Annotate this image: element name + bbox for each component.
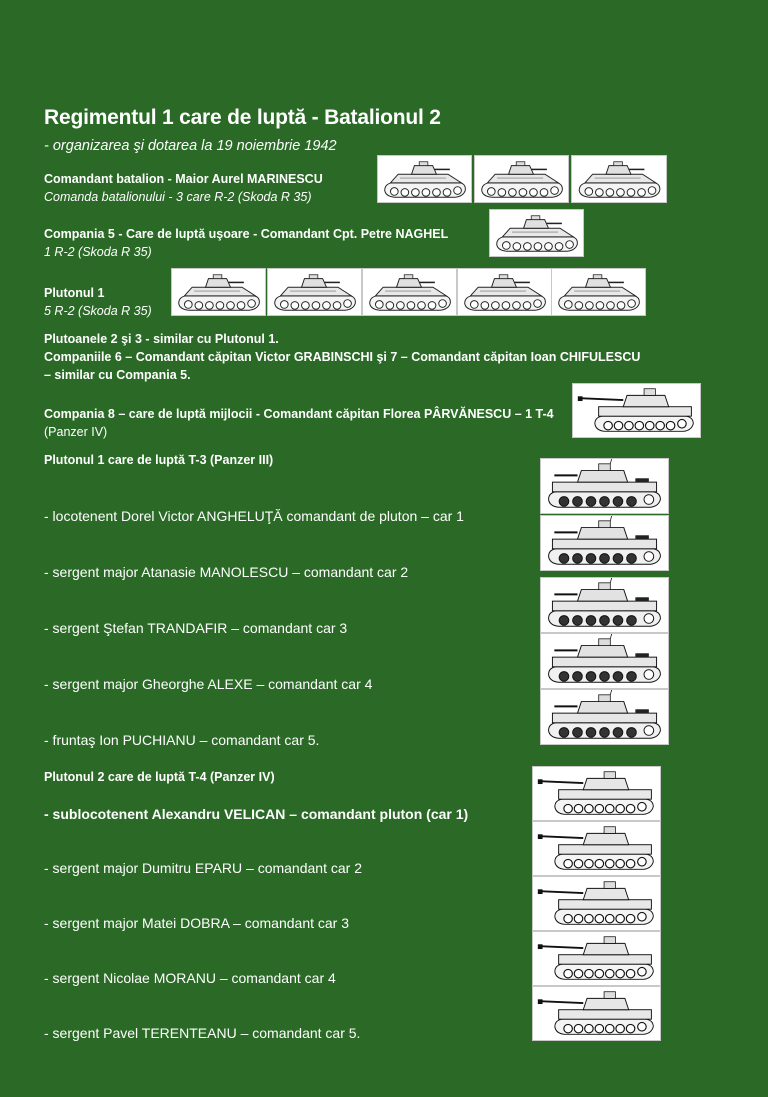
tank-t3-image	[540, 515, 669, 571]
tank-r2-image	[474, 155, 569, 203]
tank-t3-image	[540, 458, 669, 514]
tank-t3-image	[540, 633, 669, 689]
tank-t4-image	[532, 931, 661, 986]
tank-r2-image	[489, 209, 584, 257]
company8-heading: Compania 8 – care de luptă mijlocii - Comandant căpitan Florea PÂRVĂNESCU – 1 T-4	[44, 407, 554, 421]
tank-t4-image	[532, 766, 661, 821]
battalion-commander-heading: Comandant batalion - Maior Aurel MARINESCU	[44, 172, 323, 186]
crew-member: - sergent major Gheorghe ALEXE – comandant car 4	[44, 676, 373, 692]
crew-member: - sergent Ştefan TRANDAFIR – comandant car 3	[44, 620, 348, 636]
crew-member: - sergent Pavel TERENTEANU – comandant car 5.	[44, 1025, 361, 1041]
tank-t4-image	[532, 821, 661, 876]
tank-t4-image	[532, 876, 661, 931]
crew-member: - sergent Nicolae MORANU – comandant car 4	[44, 970, 336, 986]
platoon1-light-detail: 5 R-2 (Skoda R 35)	[44, 304, 152, 318]
battalion-command-detail: Comanda batalionului - 3 care R-2 (Skoda R 35)	[44, 190, 312, 204]
tank-t4-image	[572, 383, 701, 438]
company8-detail: (Panzer IV)	[44, 425, 108, 439]
platoon2-t4-heading: Plutonul 2 care de luptă T-4 (Panzer IV)	[44, 770, 275, 784]
note-platoons-similar: Plutoanele 2 şi 3 - similar cu Plutonul 1.	[44, 332, 279, 346]
tank-r2-image	[171, 268, 266, 316]
tank-r2-image	[377, 155, 472, 203]
crew-member: - sublocotenent Alexandru VELICAN – comandant pluton (car 1)	[44, 806, 469, 822]
tank-r2-image	[362, 268, 457, 316]
crew-member: - sergent major Matei DOBRA – comandant car 3	[44, 915, 350, 931]
company5-detail: 1 R-2 (Skoda R 35)	[44, 245, 152, 259]
company5-heading: Compania 5 - Care de luptă uşoare - Comandant Cpt. Petre NAGHEL	[44, 227, 449, 241]
tank-r2-image	[571, 155, 667, 203]
tank-t4-image	[532, 986, 661, 1041]
crew-member: - sergent major Atanasie MANOLESCU – comandant car 2	[44, 564, 409, 580]
crew-member: - fruntaş Ion PUCHIANU – comandant car 5.	[44, 732, 320, 748]
platoon1-light-heading: Plutonul 1	[44, 286, 105, 300]
platoon1-t3-heading: Plutonul 1 care de luptă T-3 (Panzer III)	[44, 453, 274, 467]
tank-t3-image	[540, 577, 669, 633]
note-companies-6-7: Companiile 6 – Comandant căpitan Victor GRABINSCHI şi 7 – Comandant căpitan Ioan CHIFULESCU	[44, 350, 641, 364]
note-similar-company5: – similar cu Compania 5.	[44, 368, 191, 382]
tank-t3-image	[540, 689, 669, 745]
crew-member: - locotenent Dorel Victor ANGHELUŢĂ comandant de pluton – car 1	[44, 508, 464, 524]
tank-r2-image	[267, 268, 362, 316]
crew-member: - sergent major Dumitru EPARU – comandant car 2	[44, 860, 362, 876]
tank-r2-image	[457, 268, 552, 316]
page-title: Regimentul 1 care de luptă - Batalionul 2	[44, 106, 441, 129]
tank-r2-image	[551, 268, 646, 316]
page-subtitle: - organizarea şi dotarea la 19 noiembrie 1942	[44, 138, 337, 154]
